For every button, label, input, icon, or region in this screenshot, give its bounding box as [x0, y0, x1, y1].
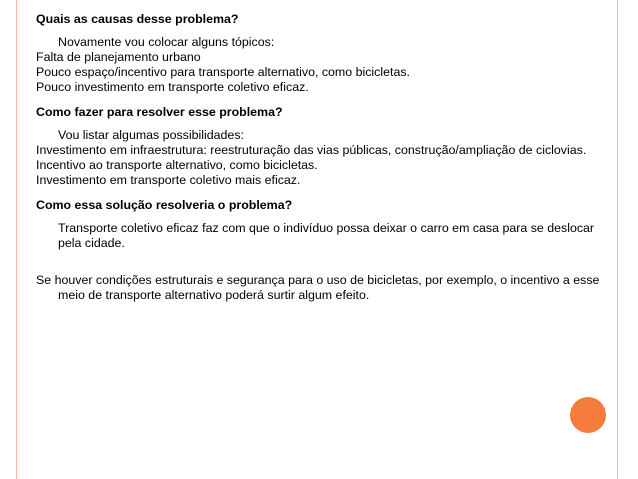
section2-intro: Vou listar algumas possibilidades: [58, 128, 244, 142]
section2-heading: Como fazer para resolver esse problema? [36, 105, 283, 119]
section3-paragraph: Se houver condições estruturais e segurança para o uso de bicicletas, por exemplo, o incentivo a esse meio de transporte alternativo poderá surtir algum efeito. [36, 273, 600, 302]
section2-item: Investimento em infraestrutura: reestruturação das vias públicas, construção/ampliação de ciclovias. [36, 143, 587, 157]
spacer [36, 188, 616, 198]
section1-intro: Novamente vou colocar alguns tópicos: [58, 35, 275, 49]
section1-heading: Quais as causas desse problema? [36, 12, 239, 26]
section1-item: Falta de planejamento urbano [36, 50, 201, 64]
section1-item: Pouco investimento em transporte coletivo eficaz. [36, 80, 309, 94]
spacer [36, 95, 616, 105]
decorative-circle-icon [570, 397, 606, 433]
section3-heading: Como essa solução resolveria o problema? [36, 198, 293, 212]
section2-item: Incentivo ao transporte alternativo, como bicicletas. [36, 158, 318, 172]
section3-paragraph: Transporte coletivo eficaz faz com que o indivíduo possa deixar o carro em casa para se deslocar pela cidade. [58, 221, 595, 250]
section1-item: Pouco espaço/incentivo para transporte alternativo, como bicicletas. [36, 65, 410, 79]
spacer [36, 251, 616, 273]
slide-content [36, 12, 616, 303]
section2-item: Investimento em transporte coletivo mais eficaz. [36, 173, 301, 187]
